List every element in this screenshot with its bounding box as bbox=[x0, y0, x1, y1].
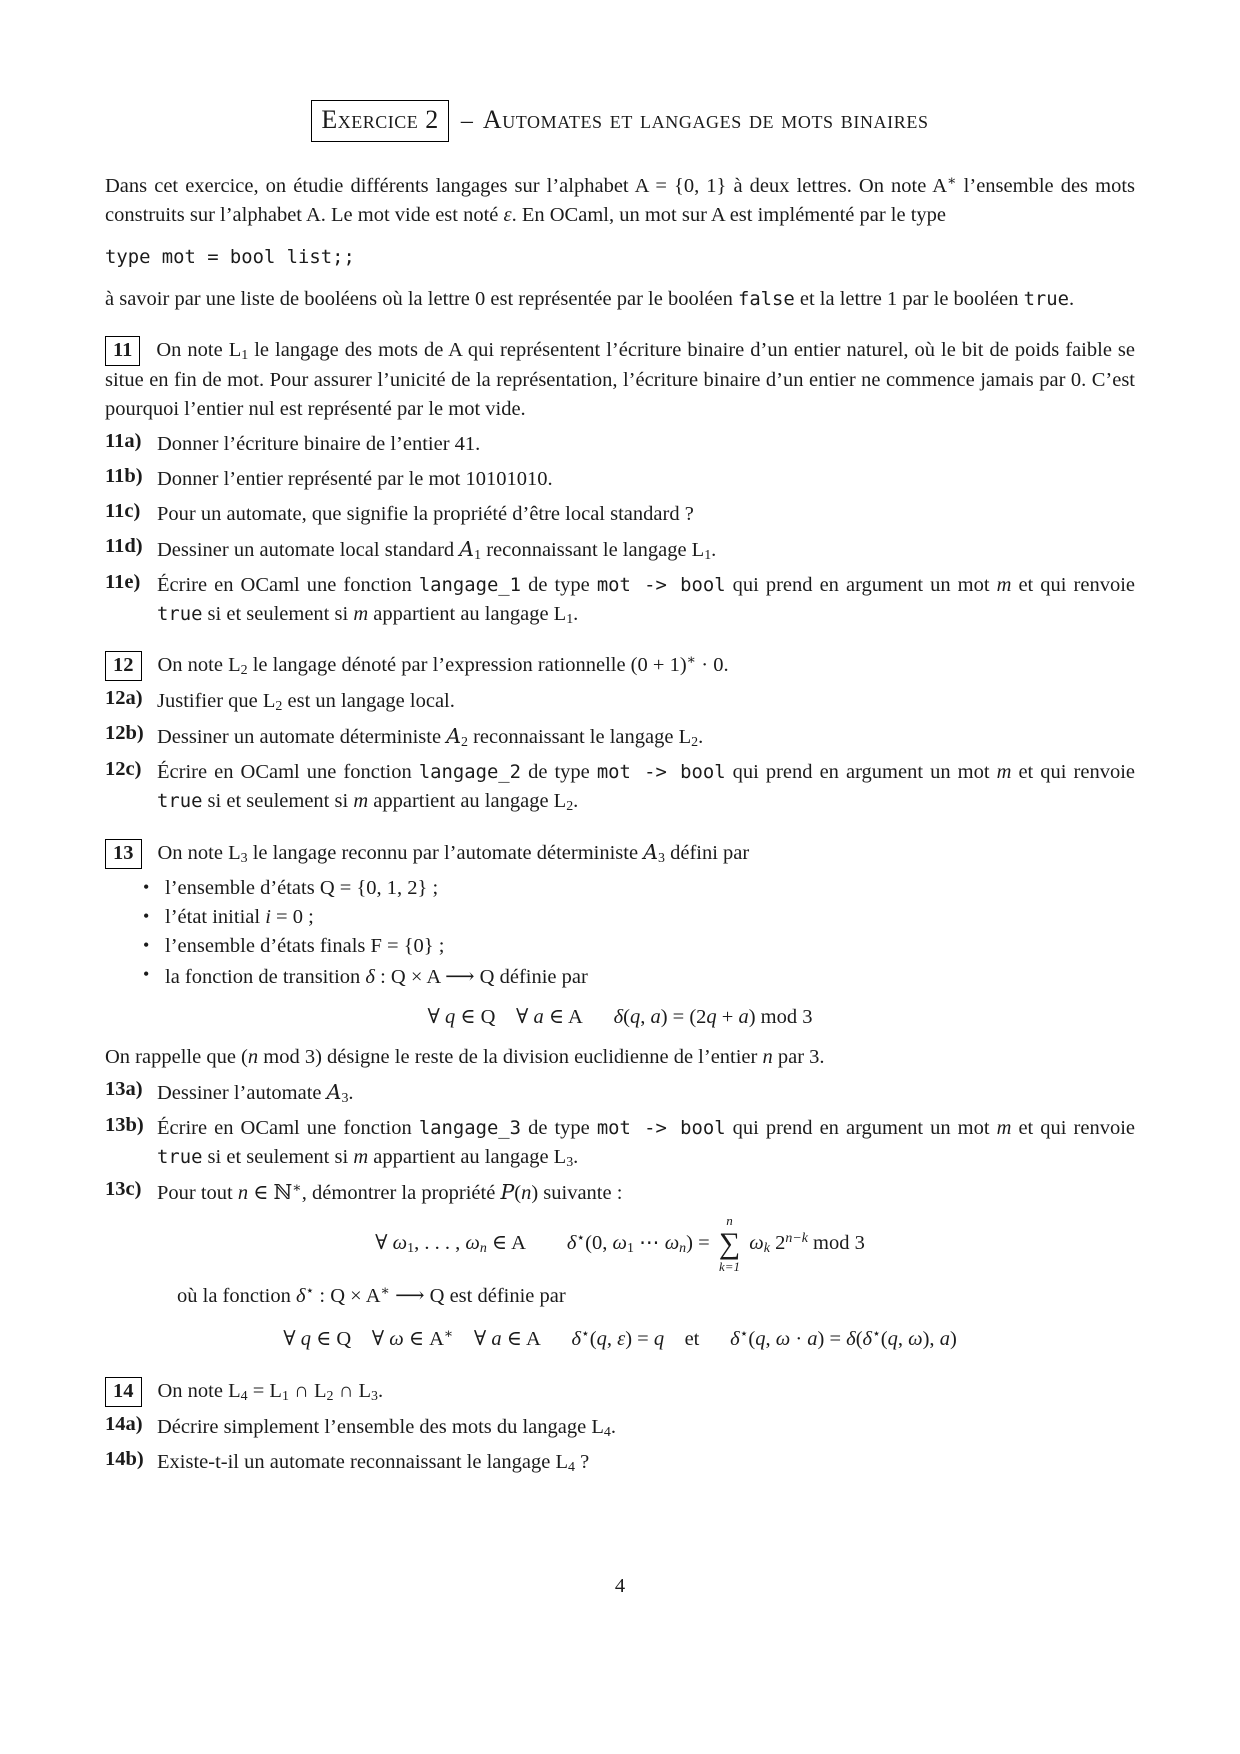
item-13b-text: Écrire en OCaml une fonction langage_3 de type mot -> bool qui prend en argument un mot m et qui renvoie true si et seulement si m appartient au langage $L_3$. bbox=[157, 1117, 1135, 1171]
item-12c-text: Écrire en OCaml une fonction langage_2 de type mot -> bool qui prend en argument un mot m et qui renvoie true si et seulement si m appartient au langage $L_2$. bbox=[157, 761, 1135, 815]
item-12a-text: Justifier que $L_2$ est un langage local. bbox=[157, 690, 455, 715]
item-11b-label: 11b) bbox=[105, 465, 143, 487]
item-12a-label: 12a) bbox=[105, 687, 143, 709]
question-11-number-box: 11 bbox=[105, 336, 140, 366]
transition-function-equation: ∀ q ∈ Q ∀ a ∈ A δ(q, a) = (2q + a) mod 3 bbox=[427, 1006, 813, 1028]
item-13b bbox=[105, 1114, 1135, 1172]
item-11a bbox=[105, 430, 1135, 459]
bullet-states bbox=[143, 877, 1135, 900]
sum-with-limits: n ∑ k=1 bbox=[718, 1213, 741, 1274]
bullet-transition-function bbox=[143, 964, 1135, 989]
bullet-final-states bbox=[143, 935, 1135, 958]
question-14-number-box: 14 bbox=[105, 1377, 142, 1407]
item-11d-label: 11d) bbox=[105, 535, 143, 557]
bullet-icon: • bbox=[143, 906, 150, 926]
item-11c-text: Pour un automate, que signifie la propriété d’être local standard ? bbox=[157, 503, 694, 525]
automaton-definition-list bbox=[105, 877, 1135, 989]
item-11e bbox=[105, 571, 1135, 629]
question-13-text: On note $L_3$ le langage reconnu par l’automate déterministe $A_3$ défini par bbox=[157, 840, 750, 867]
bullet-final-states-text: l’ensemble d’états finals F = {0} ; bbox=[165, 935, 445, 957]
item-12a bbox=[105, 687, 1135, 716]
item-11a-label: 11a) bbox=[105, 430, 142, 452]
delta-star-sum-equation: ∀ $\omega_1$, . . . , $\omega_n$ ∈ A δ⋆(0, $\omega_1$ ⋯ $\omega_n$) = n ∑ k=1 $\omega_k$ $2^{n-k}$ mod 3 bbox=[375, 1213, 865, 1274]
page-number: 4 bbox=[614, 1575, 626, 1597]
item-13c bbox=[105, 1178, 1135, 1208]
bullet-icon: • bbox=[143, 877, 150, 897]
item-11e-text: Écrire en OCaml une fonction langage_1 de type mot -> bool qui prend en argument un mot m et qui renvoie true si et seulement si m appartient au langage $L_1$. bbox=[157, 574, 1135, 628]
question-11-text: On note $L_1$ le langage des mots de A qui représentent l’écriture binaire d’un entier naturel, où le bit de poids faible se situe en fin de mot. Pour assurer l’unicité de la représentation, l’écriture binaire d’un entier ne commence jamais par 0. C’est pourquoi l’entier nul est représenté par le mot vide. bbox=[105, 339, 1135, 420]
mod-reminder-paragraph: On rappelle que (n mod 3) désigne le reste de la division euclidienne de l’entier n par 3. bbox=[105, 1046, 825, 1068]
delta-star-recursive-equation: ∀ q ∈ Q ∀ ω ∈ A∗ ∀ a ∈ A δ⋆(q, ε) = q et δ⋆(q, ω · a) = δ(δ⋆(q, ω), a) bbox=[283, 1327, 957, 1351]
exercise-title bbox=[105, 100, 1135, 142]
page-content bbox=[105, 100, 1135, 1477]
question-13-intro bbox=[105, 838, 1135, 869]
question-12-text: On note $L_2$ le langage dénoté par l’expression rationnelle (0 + 1)∗ · 0. bbox=[157, 653, 729, 679]
item-13a-label: 13a) bbox=[105, 1078, 143, 1100]
title-dash: – bbox=[460, 108, 473, 134]
item-14a bbox=[105, 1413, 1135, 1442]
question-12-number-box: 12 bbox=[105, 651, 142, 681]
question-12-intro bbox=[105, 651, 1135, 681]
intro-paragraph-2: à savoir par une liste de booléens où la lettre 0 est représentée par le booléen false et la lettre 1 par le booléen true. bbox=[105, 288, 1075, 310]
exercise-number-box: Exercice 2 bbox=[311, 100, 448, 142]
question-11-intro bbox=[105, 336, 1135, 424]
item-14b bbox=[105, 1448, 1135, 1477]
delta-star-definition-intro: où la fonction δ⋆ : Q × A∗ ⟶ Q est définie par bbox=[177, 1284, 566, 1308]
item-11d-text: Dessiner un automate local standard $A_1$ reconnaissant le langage $L_1$. bbox=[157, 537, 717, 564]
item-12b-label: 12b) bbox=[105, 722, 144, 744]
bullet-initial-state bbox=[143, 906, 1135, 929]
question-14-intro bbox=[105, 1377, 1135, 1407]
item-14b-text: Existe-t-il un automate reconnaissant le langage $L_4$ ? bbox=[157, 1451, 590, 1476]
item-12c bbox=[105, 758, 1135, 816]
item-14a-label: 14a) bbox=[105, 1413, 143, 1436]
item-11c-label: 11c) bbox=[105, 500, 141, 522]
item-11b-text: Donner l’entier représenté par le mot 10101010. bbox=[157, 468, 553, 490]
item-13b-label: 13b) bbox=[105, 1114, 144, 1136]
intro-paragraph-1: Dans cet exercice, on étudie différents langages sur l’alphabet A = {0, 1} à deux lettres. On note A∗ l’ensemble des mots construits sur l’alphabet A. Le mot vide est noté ε. En OCaml, un mot sur A est implémenté par le type bbox=[105, 174, 1135, 226]
item-13c-label: 13c) bbox=[105, 1178, 142, 1200]
question-14-text: On note $L_4 = L_1$ ∩ $L_2$ ∩ $L_3$. bbox=[157, 1380, 384, 1405]
question-13-number-box: 13 bbox=[105, 839, 142, 869]
item-14b-label: 14b) bbox=[105, 1448, 144, 1471]
item-11c bbox=[105, 500, 1135, 529]
item-11e-label: 11e) bbox=[105, 571, 141, 593]
item-13a-text: Dessiner l’automate $A_3$. bbox=[157, 1080, 354, 1107]
bullet-states-text: l’ensemble d’états Q = {0, 1, 2} ; bbox=[165, 877, 439, 899]
bullet-initial-state-text: l’état initial i = 0 ; bbox=[165, 906, 314, 928]
item-11a-text: Donner l’écriture binaire de l’entier 41. bbox=[157, 433, 481, 455]
item-12b-text: Dessiner un automate déterministe $A_2$ reconnaissant le langage $L_2$. bbox=[157, 724, 704, 751]
item-14a-text: Décrire simplement l’ensemble des mots du langage $L_4$. bbox=[157, 1416, 616, 1441]
bullet-transition-function-text: la fonction de transition δ : Q × A ⟶ Q définie par bbox=[165, 966, 588, 988]
title-text: Automates et langages de mots binaires bbox=[482, 105, 929, 134]
ocaml-type-code bbox=[105, 243, 1135, 272]
item-11d bbox=[105, 535, 1135, 565]
bullet-icon: • bbox=[143, 935, 150, 955]
item-13c-text: Pour tout n ∈ ℕ∗, démontrer la propriété P(n) suivante : bbox=[157, 1180, 623, 1204]
item-12b bbox=[105, 722, 1135, 752]
item-13a bbox=[105, 1078, 1135, 1108]
code-text: type mot = bool list;; bbox=[105, 246, 355, 268]
bullet-icon: • bbox=[143, 964, 150, 984]
item-12c-label: 12c) bbox=[105, 758, 142, 780]
item-11b bbox=[105, 465, 1135, 494]
